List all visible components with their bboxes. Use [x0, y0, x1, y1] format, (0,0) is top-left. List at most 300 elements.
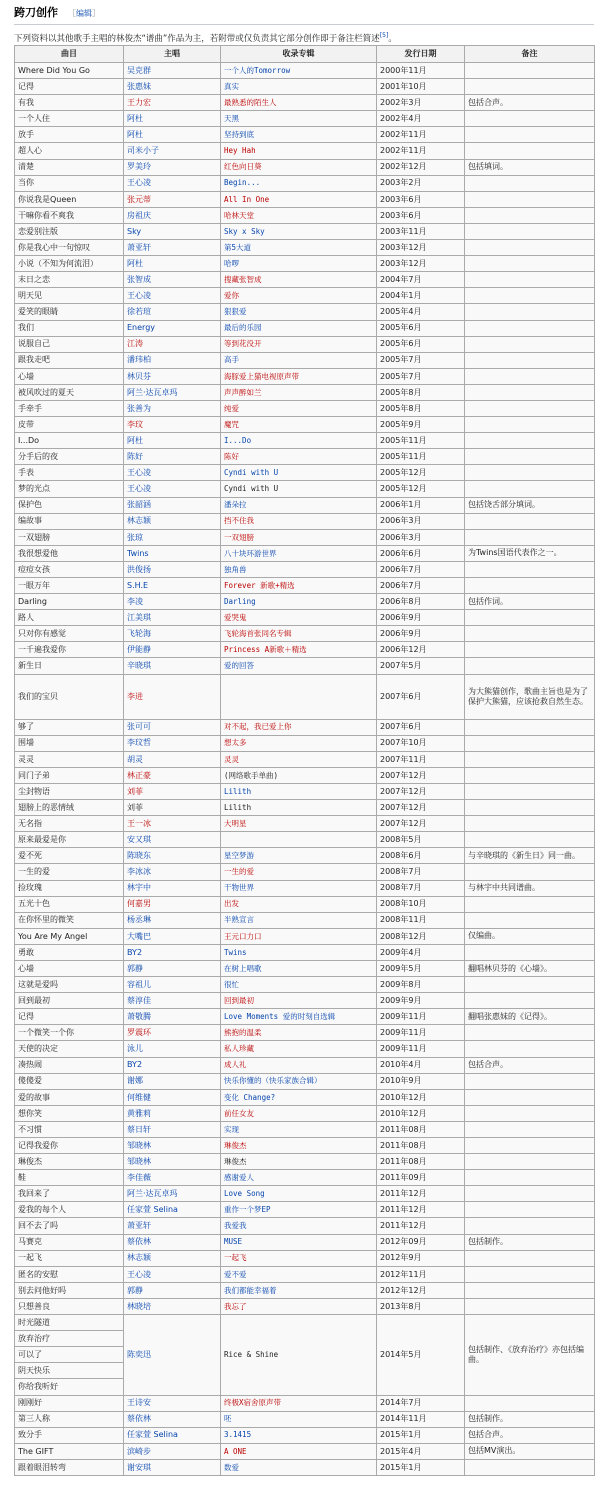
singer-cell[interactable]: 吴克群: [124, 63, 221, 79]
song-cell: 只想善良: [15, 1298, 124, 1314]
singer-cell[interactable]: 陈晓东: [124, 848, 221, 864]
date-cell: 2011年12月: [377, 1186, 465, 1202]
singer-cell[interactable]: 李玟哲: [124, 735, 221, 751]
date-cell: 2007年6月: [377, 674, 465, 719]
album-cell[interactable]: Hey Hah: [221, 143, 377, 159]
header-note: 备注: [465, 46, 595, 63]
singer-cell[interactable]: 张惠妹: [124, 79, 221, 95]
album-cell[interactable]: 我爱我: [221, 1218, 377, 1234]
singer-cell[interactable]: 王心凌: [124, 481, 221, 497]
singer-cell[interactable]: 林正豪: [124, 767, 221, 783]
album-cell[interactable]: Love Song: [221, 1186, 377, 1202]
album-cell[interactable]: 纯爱: [221, 400, 377, 416]
intro-paragraph: [14, 29, 594, 45]
song-cell: 超人心: [15, 143, 124, 159]
date-cell: 2011年12月: [377, 1202, 465, 1218]
date-cell: 2006年3月: [377, 529, 465, 545]
table-row: [15, 1138, 595, 1154]
album-cell[interactable]: 哈林天堂: [221, 207, 377, 223]
date-cell: 2006年9月: [377, 626, 465, 642]
song-cell: 时光隧道: [15, 1315, 124, 1331]
date-cell: 2011年12月: [377, 1218, 465, 1234]
singer-cell[interactable]: 萧亚轩: [124, 240, 221, 256]
song-cell: 一双翅膀: [15, 529, 124, 545]
album-cell[interactable]: Cyndi with U: [221, 465, 377, 481]
table-row: [15, 1298, 595, 1314]
song-cell: 回到最初: [15, 993, 124, 1009]
table-body: [15, 63, 595, 1476]
album-cell[interactable]: 爱你: [221, 288, 377, 304]
header-singer: 主唱: [124, 46, 221, 63]
album-cell[interactable]: Begin...: [221, 175, 377, 191]
singer-cell[interactable]: 蔡淳佳: [124, 993, 221, 1009]
singer-cell[interactable]: 王心凌: [124, 1266, 221, 1282]
singer-cell[interactable]: 萧敬腾: [124, 1009, 221, 1025]
singer-cell[interactable]: 张智成: [124, 272, 221, 288]
table-row: [15, 1186, 595, 1202]
song-cell: 心墙: [15, 368, 124, 384]
album-cell[interactable]: 独角兽: [221, 561, 377, 577]
singer-cell[interactable]: 王心凌: [124, 288, 221, 304]
note-cell: [465, 400, 595, 416]
album-cell[interactable]: 陈好: [221, 449, 377, 465]
album-cell[interactable]: 私人珍藏: [221, 1041, 377, 1057]
album-cell[interactable]: 干物世界: [221, 880, 377, 896]
note-cell: 包括填词。: [465, 159, 595, 175]
date-cell: 2008年6月: [377, 848, 465, 864]
album-cell[interactable]: 一双翅膀: [221, 529, 377, 545]
table-row: [15, 272, 595, 288]
note-cell: [465, 800, 595, 816]
song-cell: 有我: [15, 95, 124, 111]
table-row: [15, 1282, 595, 1298]
note-cell: [465, 320, 595, 336]
album-cell[interactable]: Cyndi with U: [221, 481, 377, 497]
date-cell: 2009年5月: [377, 960, 465, 976]
song-cell: 跟我走吧: [15, 352, 124, 368]
singer-cell[interactable]: 林晓培: [124, 1298, 221, 1314]
edit-bracket-open: ［: [68, 9, 76, 18]
date-cell: 2012年11月: [377, 1266, 465, 1282]
table-row: [15, 832, 595, 848]
table-row: [15, 207, 595, 223]
note-cell: [465, 465, 595, 481]
album-cell[interactable]: 在树上唱歌: [221, 960, 377, 976]
album-cell[interactable]: 潘朵拉: [221, 497, 377, 513]
note-cell: [465, 1105, 595, 1121]
album-cell[interactable]: 琳俊杰: [221, 1138, 377, 1154]
note-cell: [465, 1250, 595, 1266]
singer-cell[interactable]: 林志颖: [124, 1250, 221, 1266]
singer-cell[interactable]: 王力宏: [124, 95, 221, 111]
singer-cell[interactable]: 张可可: [124, 719, 221, 735]
note-cell: [465, 127, 595, 143]
album-cell[interactable]: 出发: [221, 896, 377, 912]
song-cell: 放手: [15, 127, 124, 143]
singer-cell[interactable]: 王心凌: [124, 175, 221, 191]
album-cell[interactable]: 我们都能幸福着: [221, 1282, 377, 1298]
singer-cell[interactable]: 邹晓林: [124, 1154, 221, 1170]
date-cell: 2006年12月: [377, 642, 465, 658]
note-cell: [465, 207, 595, 223]
singer-cell[interactable]: 李凌: [124, 594, 221, 610]
table-row: [15, 1443, 595, 1459]
table-row: [15, 848, 595, 864]
note-cell: 包括制作。: [465, 1234, 595, 1250]
album-cell[interactable]: 一个人的Tomorrow: [221, 63, 377, 79]
song-cell: 尘封物语: [15, 783, 124, 799]
album-cell[interactable]: 第5大道: [221, 240, 377, 256]
singer-cell[interactable]: 阿杜: [124, 127, 221, 143]
singer-cell[interactable]: 容祖儿: [124, 977, 221, 993]
song-cell: 凑热闹: [15, 1057, 124, 1073]
album-cell[interactable]: 数爱: [221, 1459, 377, 1475]
date-cell: 2006年7月: [377, 578, 465, 594]
album-cell[interactable]: 爱的回答: [221, 658, 377, 674]
note-cell: [465, 1170, 595, 1186]
singer-cell[interactable]: 杨丞琳: [124, 912, 221, 928]
song-cell: 梦的光点: [15, 481, 124, 497]
song-cell: 一生的爱: [15, 864, 124, 880]
note-cell: [465, 384, 595, 400]
singer-cell[interactable]: 胡灵: [124, 751, 221, 767]
note-cell: 与辛晓琪的《新生日》同一曲。: [465, 848, 595, 864]
album-cell[interactable]: 对不起，我已爱上你: [221, 719, 377, 735]
album-cell[interactable]: MUSE: [221, 1234, 377, 1250]
singer-cell[interactable]: Energy: [124, 320, 221, 336]
singer-cell[interactable]: 陈好: [124, 449, 221, 465]
album-cell[interactable]: (网络歌手单曲): [221, 767, 377, 783]
album-cell[interactable]: 八十块环游世界: [221, 545, 377, 561]
album-cell[interactable]: 坚持到底: [221, 127, 377, 143]
song-cell: 同门子弟: [15, 767, 124, 783]
album-cell[interactable]: Twins: [221, 944, 377, 960]
date-cell: 2014年5月: [377, 1315, 465, 1395]
date-cell: 2000年11月: [377, 63, 465, 79]
date-cell: 2005年8月: [377, 384, 465, 400]
album-cell[interactable]: Love Moments 爱的时刻自选辑: [221, 1009, 377, 1025]
singer-cell[interactable]: 司米小子: [124, 143, 221, 159]
song-cell: 一起飞: [15, 1250, 124, 1266]
note-cell: [465, 433, 595, 449]
album-cell[interactable]: Darling: [221, 594, 377, 610]
album-cell[interactable]: 回到最初: [221, 993, 377, 1009]
note-cell: [465, 944, 595, 960]
album-cell[interactable]: 等到花没开: [221, 336, 377, 352]
singer-cell[interactable]: 王心凌: [124, 465, 221, 481]
singer-cell[interactable]: 郭静: [124, 1282, 221, 1298]
singer-cell[interactable]: 刘菲: [124, 783, 221, 799]
date-cell: 2012年09月: [377, 1234, 465, 1250]
note-cell: [465, 1121, 595, 1137]
song-cell: 无名指: [15, 816, 124, 832]
album-cell[interactable]: 爱哭鬼: [221, 610, 377, 626]
album-cell[interactable]: 狠狠爱: [221, 304, 377, 320]
singer-cell[interactable]: 安又琪: [124, 832, 221, 848]
table-row: [15, 1315, 595, 1331]
album-cell[interactable]: 爱不爱: [221, 1266, 377, 1282]
song-cell: 这就是爱吗: [15, 977, 124, 993]
singer-cell[interactable]: 伊能静: [124, 642, 221, 658]
singer-cell[interactable]: 李进: [124, 674, 221, 719]
date-cell: 2008年7月: [377, 880, 465, 896]
singer-cell[interactable]: 陈奕迅: [124, 1315, 221, 1395]
album-cell[interactable]: 终极X宿舍原声带: [221, 1395, 377, 1411]
album-cell[interactable]: 王元口力口: [221, 928, 377, 944]
date-cell: 2007年5月: [377, 658, 465, 674]
album-cell[interactable]: Forever 新歌+精选: [221, 578, 377, 594]
singer-cell[interactable]: 泳儿: [124, 1041, 221, 1057]
table-row: [15, 1025, 595, 1041]
singer-cell[interactable]: Sky: [124, 223, 221, 239]
date-cell: 2013年8月: [377, 1298, 465, 1314]
singer-cell[interactable]: 房祖庆: [124, 207, 221, 223]
date-cell: 2011年08月: [377, 1154, 465, 1170]
album-cell[interactable]: 呸: [221, 1411, 377, 1427]
note-cell: [465, 642, 595, 658]
date-cell: 2003年12月: [377, 256, 465, 272]
date-cell: 2002年11月: [377, 143, 465, 159]
album-cell[interactable]: 飞轮海首张同名专辑: [221, 626, 377, 642]
song-cell: 一个微笑一个你: [15, 1025, 124, 1041]
album-cell[interactable]: 快乐你懂的（快乐家族合辑）: [221, 1073, 377, 1089]
date-cell: 2011年08月: [377, 1138, 465, 1154]
album-cell[interactable]: 搜藏张智成: [221, 272, 377, 288]
table-row: [15, 63, 595, 79]
singer-cell[interactable]: 邹晓林: [124, 1138, 221, 1154]
date-cell: 2007年12月: [377, 783, 465, 799]
singer-cell[interactable]: 滨崎步: [124, 1443, 221, 1459]
song-cell: 致分手: [15, 1427, 124, 1443]
album-cell[interactable]: Lilith: [221, 800, 377, 816]
date-cell: 2003年12月: [377, 240, 465, 256]
singer-cell[interactable]: 江涛: [124, 336, 221, 352]
singer-cell[interactable]: 刘菲: [124, 800, 221, 816]
table-row: [15, 288, 595, 304]
album-cell[interactable]: 成人礼: [221, 1057, 377, 1073]
singer-cell[interactable]: 任家萱 Selina: [124, 1427, 221, 1443]
singer-cell[interactable]: 何维健: [124, 1089, 221, 1105]
table-row: [15, 993, 595, 1009]
album-cell[interactable]: 挡不住我: [221, 513, 377, 529]
table-row: [15, 417, 595, 433]
album-cell[interactable]: 最熟悉的陌生人: [221, 95, 377, 111]
note-cell: [465, 1395, 595, 1411]
singer-cell[interactable]: 阿兰·达瓦卓玛: [124, 384, 221, 400]
singer-cell[interactable]: 阿杜: [124, 256, 221, 272]
album-cell[interactable]: 灵灵: [221, 751, 377, 767]
date-cell: 2014年11月: [377, 1411, 465, 1427]
singer-cell[interactable]: S.H.E: [124, 578, 221, 594]
note-cell: 包括作词。: [465, 594, 595, 610]
note-cell: 翻唱林贝芬的《心墙》。: [465, 960, 595, 976]
album-cell[interactable]: 真实: [221, 79, 377, 95]
singer-cell[interactable]: 李冰冰: [124, 864, 221, 880]
album-cell[interactable]: 哈啰: [221, 256, 377, 272]
table-row: [15, 880, 595, 896]
song-cell: 勇敢: [15, 944, 124, 960]
note-cell: 包括合声。: [465, 1427, 595, 1443]
table-row: [15, 223, 595, 239]
singer-cell[interactable]: 阿杜: [124, 111, 221, 127]
album-cell[interactable]: All In One: [221, 191, 377, 207]
table-row: [15, 465, 595, 481]
singer-cell[interactable]: 蔡日轩: [124, 1121, 221, 1137]
album-cell[interactable]: 实现: [221, 1121, 377, 1137]
album-cell[interactable]: 一生的爱: [221, 864, 377, 880]
note-cell: 包括制作。: [465, 1411, 595, 1427]
singer-cell[interactable]: 张韶涵: [124, 497, 221, 513]
singer-cell[interactable]: 萧亚轩: [124, 1218, 221, 1234]
table-row: [15, 1073, 595, 1089]
album-cell[interactable]: Rice & Shine: [221, 1315, 377, 1395]
table-row: [15, 1202, 595, 1218]
album-cell[interactable]: 一起飞: [221, 1250, 377, 1266]
singer-cell[interactable]: 谢娜: [124, 1073, 221, 1089]
singer-cell[interactable]: BY2: [124, 1057, 221, 1073]
album-cell[interactable]: 感谢爱人: [221, 1170, 377, 1186]
note-cell: [465, 256, 595, 272]
album-cell[interactable]: 变化 Change?: [221, 1089, 377, 1105]
singer-cell[interactable]: 飞轮海: [124, 626, 221, 642]
singer-cell[interactable]: 王一冰: [124, 816, 221, 832]
date-cell: 2005年11月: [377, 449, 465, 465]
date-cell: 2009年11月: [377, 1025, 465, 1041]
reference-link[interactable]: [5]: [379, 32, 389, 39]
album-cell[interactable]: 最后的乐园: [221, 320, 377, 336]
singer-cell[interactable]: 任家萱 Selina: [124, 1202, 221, 1218]
table-row: [15, 529, 595, 545]
album-cell[interactable]: 琳俊杰: [221, 1154, 377, 1170]
edit-link[interactable]: 编辑: [76, 9, 92, 18]
song-cell: 路人: [15, 610, 124, 626]
album-cell[interactable]: 大明星: [221, 816, 377, 832]
singer-cell[interactable]: 阿兰·达瓦卓玛: [124, 1186, 221, 1202]
note-cell: [465, 626, 595, 642]
album-cell[interactable]: Sky x Sky: [221, 223, 377, 239]
song-cell: 皮带: [15, 417, 124, 433]
table-row: [15, 1041, 595, 1057]
date-cell: 2012年9月: [377, 1250, 465, 1266]
song-cell: 第三人称: [15, 1411, 124, 1427]
song-cell: 一眼万年: [15, 578, 124, 594]
singer-cell[interactable]: 潘玮柏: [124, 352, 221, 368]
note-cell: [465, 288, 595, 304]
album-cell[interactable]: 魔咒: [221, 417, 377, 433]
singer-cell[interactable]: 蔡依林: [124, 1411, 221, 1427]
song-cell: 匿名的安慰: [15, 1266, 124, 1282]
table-row: [15, 191, 595, 207]
singer-cell[interactable]: 大嘴巴: [124, 928, 221, 944]
album-cell[interactable]: 3.1415: [221, 1427, 377, 1443]
table-row: [15, 658, 595, 674]
note-cell: [465, 143, 595, 159]
date-cell: 2011年09月: [377, 1170, 465, 1186]
singer-cell[interactable]: BY2: [124, 944, 221, 960]
singer-cell[interactable]: 阿杜: [124, 433, 221, 449]
date-cell: 2007年12月: [377, 767, 465, 783]
album-cell[interactable]: Lilith: [221, 783, 377, 799]
singer-cell[interactable]: 张善为: [124, 400, 221, 416]
date-cell: 2008年10月: [377, 896, 465, 912]
singer-cell[interactable]: 徐若瑄: [124, 304, 221, 320]
album-cell[interactable]: I...Do: [221, 433, 377, 449]
table-row: [15, 1121, 595, 1137]
table-row: [15, 143, 595, 159]
album-cell[interactable]: 重作一个梦EP: [221, 1202, 377, 1218]
singer-cell[interactable]: 李佳薇: [124, 1170, 221, 1186]
album-cell[interactable]: Princess A新歌＋精选: [221, 642, 377, 658]
song-cell: 你说我是Queen: [15, 191, 124, 207]
singer-cell[interactable]: 蔡依林: [124, 1234, 221, 1250]
singer-cell[interactable]: 林贝芬: [124, 368, 221, 384]
singer-cell[interactable]: 李玟: [124, 417, 221, 433]
singer-cell[interactable]: 王诗安: [124, 1395, 221, 1411]
note-cell: [465, 529, 595, 545]
singer-cell[interactable]: 洪俊扬: [124, 561, 221, 577]
section-title: 跨刀创作: [14, 6, 58, 19]
album-cell[interactable]: 前任女友: [221, 1105, 377, 1121]
note-cell: [465, 1459, 595, 1475]
song-cell: 原来最爱是你: [15, 832, 124, 848]
date-cell: 2004年1月: [377, 288, 465, 304]
singer-cell[interactable]: 林宇中: [124, 880, 221, 896]
singer-cell[interactable]: 罗震环: [124, 1025, 221, 1041]
song-cell: 小说（不知为何流泪）: [15, 256, 124, 272]
singer-cell[interactable]: 谢安琪: [124, 1459, 221, 1475]
song-cell: 刚刚好: [15, 1395, 124, 1411]
album-cell[interactable]: 红色向日葵: [221, 159, 377, 175]
edit-link-wrapper: [68, 8, 100, 19]
singer-cell[interactable]: 辛晓琪: [124, 658, 221, 674]
album-cell[interactable]: 天黑: [221, 111, 377, 127]
singer-cell[interactable]: 何嘉男: [124, 896, 221, 912]
date-cell: 2005年11月: [377, 433, 465, 449]
note-cell: 与林宇中共同谱曲。: [465, 880, 595, 896]
album-cell[interactable]: 我忘了: [221, 1298, 377, 1314]
song-cell: 一个人住: [15, 111, 124, 127]
singer-cell[interactable]: 张元蒂: [124, 191, 221, 207]
singer-cell[interactable]: Twins: [124, 545, 221, 561]
album-cell[interactable]: 海豚爱上猫电视原声带: [221, 368, 377, 384]
album-cell[interactable]: 声声醉如兰: [221, 384, 377, 400]
album-cell[interactable]: 想太多: [221, 735, 377, 751]
table-row: [15, 433, 595, 449]
note-cell: [465, 1282, 595, 1298]
table-row: [15, 352, 595, 368]
singer-cell[interactable]: 江美琪: [124, 610, 221, 626]
singer-cell[interactable]: 林志颖: [124, 513, 221, 529]
table-row: [15, 336, 595, 352]
album-cell[interactable]: 星空梦游: [221, 848, 377, 864]
album-cell[interactable]: 很忙: [221, 977, 377, 993]
note-cell: [465, 1298, 595, 1314]
singer-cell[interactable]: 罗美玲: [124, 159, 221, 175]
table-row: [15, 513, 595, 529]
singer-cell[interactable]: 黄雅莉: [124, 1105, 221, 1121]
singer-cell[interactable]: 张琼: [124, 529, 221, 545]
album-cell[interactable]: 半熟宣言: [221, 912, 377, 928]
song-cell: 傻傻爱: [15, 1073, 124, 1089]
album-cell[interactable]: A ONE: [221, 1443, 377, 1459]
song-cell: 围墙: [15, 735, 124, 751]
album-cell[interactable]: 高手: [221, 352, 377, 368]
album-cell: [221, 832, 377, 848]
album-cell[interactable]: 熊抱的温柔: [221, 1025, 377, 1041]
singer-cell[interactable]: 郭静: [124, 960, 221, 976]
table-row: [15, 674, 595, 719]
table-row: [15, 481, 595, 497]
